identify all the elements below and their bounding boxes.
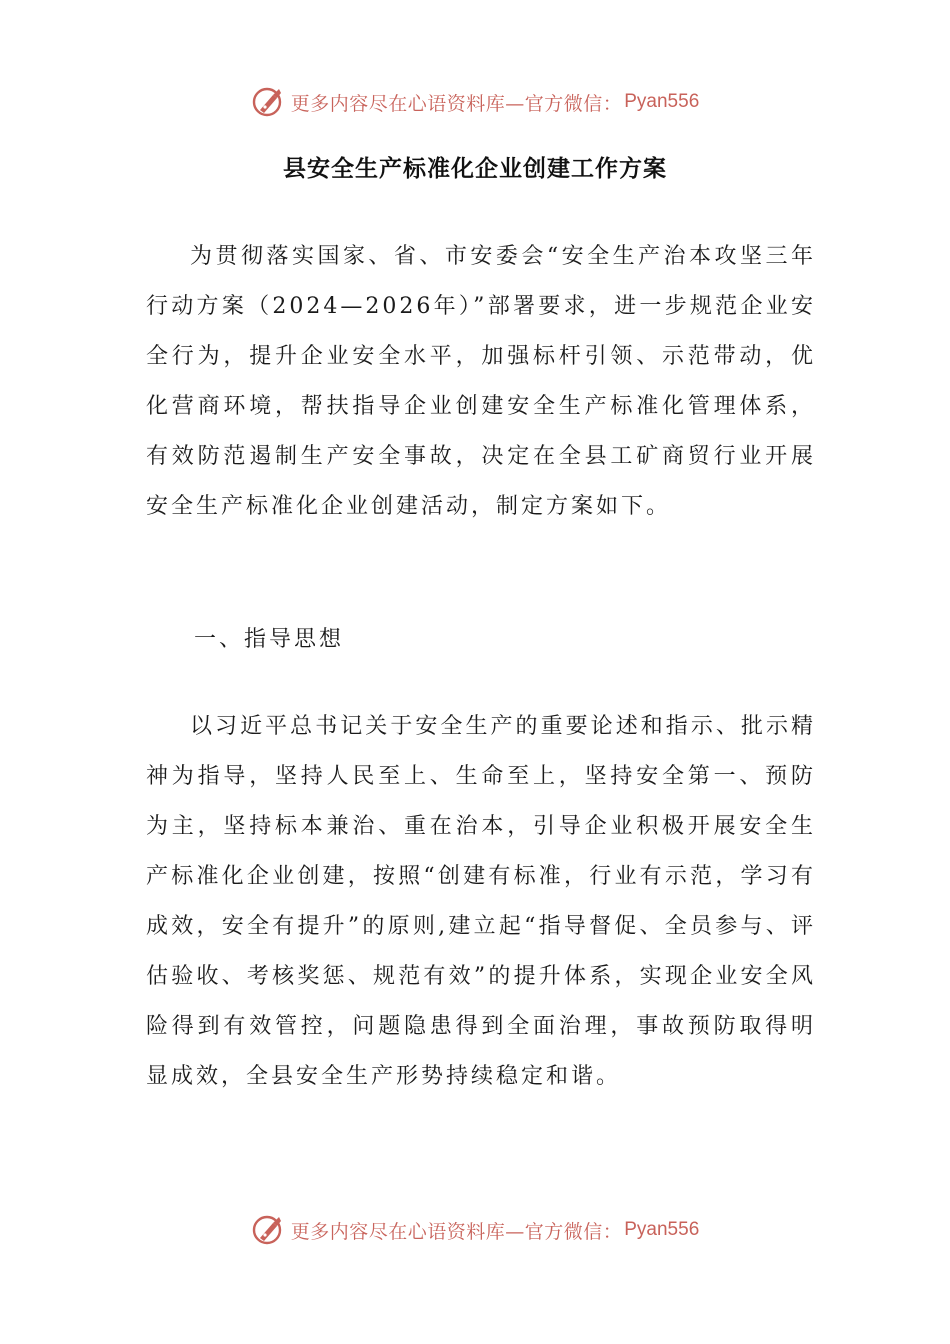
intro-paragraph: 为贯彻落实国家、省、市安委会“安全生产治本攻坚三年行动方案（2024—2026年）”部署要求，进一步规范企业安全行为，提升企业安全水平，加强标杆引领、示范带动，优化营商环境，帮扶指导企业创建安全生产标准化管理体系，有效防范遏制生产安全事故，决定在全县工矿商贸行业开展安全生产标准化企业创建活动，制定方案如下。 xyxy=(146,244,816,519)
pen-nib-logo-icon xyxy=(251,1213,285,1247)
guiding-ideology-paragraph: 以习近平总书记关于安全生产的重要论述和指示、批示精神为指导，坚持人民至上、生命至上，坚持安全第一、预防为主，坚持标本兼治、重在治本，引导企业积极开展安全生产标准化企业创建，按照“创建有标准，行业有示范，学习有成效，安全有提升”的原则,建立起“指导督促、全员参与、评估验收、考核奖惩、规范有效”的提升体系，实现企业安全风险得到有效管控，问题隐患得到全面治理，事故预防取得明显成效，全县安全生产形势持续稳定和谐。 xyxy=(146,714,816,1089)
watermark-header xyxy=(0,82,950,122)
document-title: 县安全生产标准化企业创建工作方案 xyxy=(283,155,667,182)
pen-nib-logo-icon xyxy=(251,85,285,119)
watermark-text: 更多内容尽在心语资料库—官方微信： xyxy=(290,92,623,115)
watermark-footer xyxy=(0,1210,950,1250)
watermark-text: 更多内容尽在心语资料库—官方微信： xyxy=(290,1220,623,1243)
section-heading-guiding-ideology: 一、指导思想 xyxy=(194,627,345,652)
watermark-wechat-id: Pyan556 xyxy=(624,91,700,112)
watermark-wechat-id: Pyan556 xyxy=(624,1219,700,1240)
